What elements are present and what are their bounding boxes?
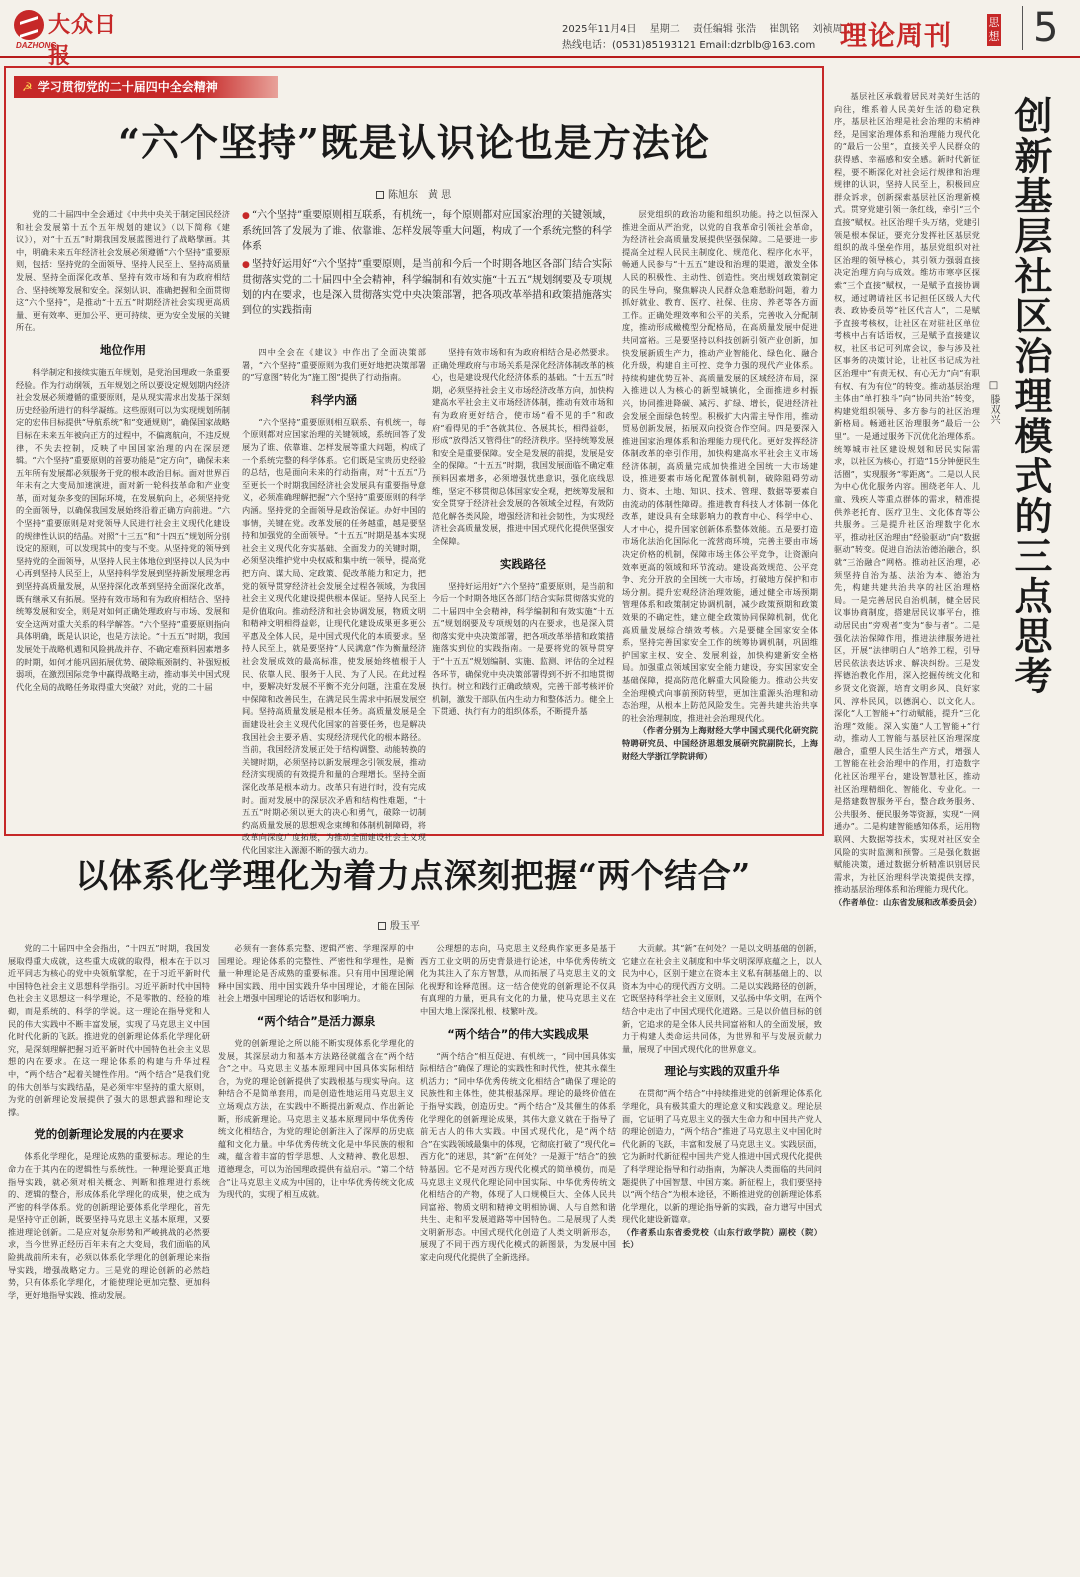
article2-column-1 [8,942,210,1570]
series-banner-label: 学习贯彻党的二十届四中全会精神 [37,80,218,94]
bullet-dot-icon: ● [242,211,250,221]
author-note: （作者单位：山东省发展和改革委员会） [834,897,982,907]
pull-quote [242,257,614,318]
paragraph: 四中全会在《建议》中作出了全面决策部署，“六个坚持”重要原则为我们更好地把决策部署的“写意图”转化为“施工图”提供了行动指南。 [242,347,426,383]
paragraph: 层党组织的政治功能和组织功能。持之以恒深入推进全面从严治党，以党的自我革命引领社会革命，为经济社会高质量发展提供坚强保障。二是要进一步提高全过程人民民主制度化、规范化、程序化水平，畅通人民参与“十五五”建设和治理的渠道，激发全体人民的积极性、主动性、创造性。突出规划政策制定的民生导向，聚焦解决人民群众急难愁盼问题，着力抓好就业、教育、医疗、社保、住房、养老等各方面工作。正确处理效率和公平的关系，完善收入分配制度，推动形成橄榄型分配格局，在高质量发展中促进共同富裕。三是要坚持以科技创新引领产业创新，加快发展新质生产力，推动产业智能化、绿色化、融合化升级，构建自主可控、竞争力强的现代产业体系。持续构建优势互补、高质量发展的区域经济布局，深入推进以人为核心的新型城镇化，全面推进乡村振兴，协同推进降碳、减污、扩绿、增长，促进经济社会发展全面绿色转型。积极扩大内需主导作用，推动贸易创新发展，拓展双向投资合作空间。四是要深入推进国家治理体系和治理能力现代化。更好发挥经济体制改革的牵引作用，加快构建高水平社会主义市场经济体制，高质量完成加快推进全国统一大市场建设，推进要素市场化配置体制机制，破除阻碍劳动力、资本、土地、知识、技术、管理、数据等要素自由流动的体制性障碍。推进教育科技人才体制一体化改革，建设具有全球影响力的教育中心、科学中心、人才中心，提升国家创新体系整体效能。五是要打造市场化法治化国际化一流营商环境，完善主要由市场决定价格的机制，保障市场主体公平竞争，让资源向效率更高的领域和环节流动。建设高效规范、公平竞争、充分开放的全国统一大市场，打破地方保护和市场分割。提升宏观经济治理效能，通过健全市场预期管理体系和政策制定协调机制，减少政策预期和政策效果的不确定性，建立健全政策协同保障机制，优化高质量发展综合绩效考核。六是要健全国家安全体系，坚持完善国家安全工作的统筹协调机制，巩固维护国家主权、安全、发展利益，加快构建新安全格局。加强重点领域国家安全能力建设，夯实国家安全基础保障，提高防范化解重大风险能力。推动公共安全治理模式向事前预防转型，更加注重源头治理和动态治理，从根本上防范风险发生。完善共建共治共享的社会治理制度，推进社会治理现代化。 [622,209,818,723]
subheading-science: 科学内涵 [311,392,357,407]
issue-info [562,20,852,35]
paragraph: “六个坚持”重要原则相互联系、有机统一，每个原则都对应国家治理的关键领域，系统回答了发展为了谁、依靠谁、怎样发展等重大问题，构成了一个系统完整的科学体系。它们既是宝贵历史经验的总结，也是面向未来的行动指南，对“十五五”乃至更长一个时期我国经济社会发展具有重要指导意义，必须准确理解把握“六个坚持”重要原则的科学内涵。坚持党的全面领导是政治保证。办好中国的事情，关键在党。改革发展的任务越重，越是要坚持和加强党的全面领导。“十五五”时期是基本实现社会主义现代化夯实基础、全面发力的关键时期，必须坚决维护党中央权威和集中统一领导，提高党把方向、谋大局、定政策、促改革能力和定力，把党的领导贯穿经济社会发展全过程各领域，为我国社会主义现代化建设提供根本保证。坚持人民至上是价值取向。推动经济和社会协调发展，物质文明和精神文明相得益彰，让现代化建设成果更多更公平惠及全体人民，是中国式现代化的本质要求。坚持人民至上，就是要坚持“人民满意”作为衡量经济社会发展成效的最高标准，使发展始终植根于人民、依靠人民、服务于人民、为了人民。在此过程中，要解决好发展不平衡不充分问题，注重在发展中保障和改善民生，在满足民生需求中拓展发展空间。坚持高质量发展是根本任务。高质量发展是全面建设社会主义现代化国家的首要任务，也是解决我国社会主要矛盾、实现经济现代化的根本路径。当前，我国经济发展正处于结构调整、动能转换的关键时期，必须坚持以新发展理念引领发展，推动经济实现质的有效提升和量的合理增长。坚持全面深化改革是根本动力。改革只有进行时，没有完成时。面对发展中的深层次矛盾和结构性难题，“十五五”时期必须以更大的决心和勇气，破除一切制约高质量发展的思想观念束缚和体制机制障碍，将改革向深度广度拓展，为推动全面建设社会主义现代化国家注入源源不断的强大动力。 [242,416,426,855]
logo-flag-icon [14,10,44,40]
paragraph: 科学制定和接续实施五年规划，是党治国理政一条重要经验。作为行动纲领，五年规划之所以要设定规划期内经济社会发展必须遵循的重要原则，是从现实需求出发基于深刻历史经验所进行的科学凝练。这些原则可以为实现规划所制定的宏伟目标提供“导航系统”和“变通规则”，确保国家战略目标在未来五年被向正方的过程中，不偏离航向，不违反规律，不失去控制，反映了中国国家治理的内在深层逻辑。“六个坚持”重要原则的首要功能是“定方向”，确保未来五年所有发展都必须服务于党的根本政治目标。面对世界百年未有之大变局加速演进，面对新一轮科技革命和产业变革，面对复杂多变的国际环境，在发展航向上，必须坚持党的全面领导，以确保我国发展始终沿着正确方向前进。“六个坚持”重要原则是对党领导人民进行社会主义现代化建设的规律性认识的结晶。对照“十三五”和“十四五”规划所分别设定的原则，可以发现其中的变与不变。从坚持党的领导到坚持党的全面领导，从坚持人民主体地位到坚持以人民为中心再到坚持人民至上，从坚持科学发展到坚持新发展理念再到坚持高质量发展，从坚持深化改革到坚持全面深化改革，既有继承又有拓展。坚持有效市场和有为政府相结合、坚持统筹发展和安全，则是对如何正确处理政府与市场、发展和安全这两对重大关系的科学解答。“六个坚持”重要原则指向具体明确，既是认识论，也是方法论。“十五五”时期，我国发展处于战略机遇和风险挑战并存、不确定难预料因素增多的时期，如何才能巩固拓展优势、破除瓶颈制约、补强短板弱项，在激烈国际竞争中赢得战略主动，推动事关中国式现代化全局的战略任务取得重大突破？对此，党的二十届 [16,366,230,692]
subheading-practice: 实践路径 [500,556,546,571]
pull-quotes [242,208,614,321]
article-two-integrations-title: 以体系化学理化为着力点深刻把握“两个结合” [75,856,751,895]
article-byline [376,186,451,201]
byline-square-icon: □ [988,380,999,395]
pull-quote-text: “六个坚持”重要原则相互联系，有机统一，每个原则都对应国家治理的关键领域，系统回答了发展为了谁、依靠谁、怎样发展等重大问题，构成了一个系统完整的科学体系 [242,210,613,252]
author-note: （作者系山东省委党校（山东行政学院）副校（院）长） [622,1226,822,1250]
article-six-adherences [4,66,824,855]
subheading: 理论与实践的双重升华 [664,1064,780,1079]
subheading: 党的创新理论发展的内在要求 [34,1127,184,1142]
issue-date: 2025年11月4日 [562,24,637,35]
paragraph: 党的二十届四中全会指出，“十四五”时期，我国发展取得重大成就，这些重大成就的取得，根本在于以习近平同志为核心的党中央领航掌舵，在于习近平新时代中国特色社会主义思想科学指引。习近平新时代中国特色社会主义思想这一科学理论，不是零散的、经验的堆砌，而是系统的、科学的学说。这一理论在指导党和人民的伟大实践中不断丰富发展，实现了马克思主义中国化时代化新的飞跃。推进党的创新理论体系化学理化研究，是深刻理解把握习近平新时代中国特色社会主义思想的内在要求。在这一理论体系的构建与升华过程中，“两个结合”起着关键性作用。“两个结合”是我们党的伟大创举与实践结晶，是必须牢牢坚持的重大原则，为党的创新理论发展提供了强大的思想武器和理论支撑。 [8,943,210,1117]
series-banner [14,76,278,98]
byline-square-icon [378,922,386,930]
masthead [0,0,1080,69]
editor-2: 崔凯铭 [769,24,800,35]
section-title: 理论周刊 [840,21,952,52]
pull-quote-text: 坚持好运用好“六个坚持”重要原则，是当前和今后一个时期各地区各部门结合实际贯彻落实党的二十届四中全会精神，科学编制和有效实施“十五五”规划纲要及专项规划的内在要求，也是深入贯彻落实党中央决策部署，把各项改革举措和政策措施落实到位的实践指南 [242,259,613,316]
paragraph: 体系化学理化，是理论成熟的重要标志。理论的生命力在于其内在的逻辑性与系统性。一种理论要真正地指导实践，就必须对相关概念、判断和推理进行系统的、逻辑的整合，形成体系化学理化的成果，使之成为严密的科学体系。党的创新理论要体系化学理化，首先是坚持守正创新，既要坚持马克思主义基本原理，又要推进理论创新。二是应对复杂形势和严峻挑战的必然要求，当今世界正经历百年未有之大变局，我们面临的风险挑战前所未有，必须以体系化学理化的创新理论来指导实践，增强战略定力。三是党的理论创新的必然趋势，只有体系化学理化，才能使理论更加完整、更加科学，更好地指导实践、推动发展。 [8,1151,210,1300]
byline-square-icon [376,191,384,199]
byline-authors: 陈旭东 黄 思 [388,190,452,201]
paragraph: 基层社区承载着居民对美好生活的向往，维系着人民美好生活的稳定秩序，基层社区治理是社会治理的末梢神经，是国家治理体系和治理能力现代化的“最后一公里”，直接关乎人民群众的获得感、幸福感和安全感。新时代新征程，要不断深化对社会运行规律和治理规律的认识，坚持人民至上，积极回应群众诉求，创新探索基层社区治理新模式。贯穿党建引领一条红线，牵引“三个直接”赋权。社区治理千头万绪，党建引领是根本保证，要充分发挥社区基层党组织的战斗堡垒作用，基层党组织对社区治理的领导核心，其引领力强弱直接决定治理方向与成效。维坊市寒亭区探索“三个直接”赋权，一是赋予直接协调权，通过聘请社区书记担任区级人大代表、政协委员等“社区代言人”，二是赋予直接考核权，让社区在对驻社区单位考核中占有话语权，三是赋予直接建议权，社区书记可列席会议，参与涉及社区事务的决策讨论，让社区书记成为社区治理中“有责无权、有心无力”向“有职有权、有为有位”的转变。推动基层治理主体由“单打独斗”向“协同共治”转变，构建党组织领导、多方参与的社区治理新格局。畅通社区治理服务“最后一公里”。一是通过服务下沉优化治理体系。统筹城市社区建设规划和居民实际需求，以社区为核心，打造“15分钟便民生活圈”，实现服务“零距离”。二是以人民为中心优化服务内容。围绕老年人、儿童、残疾人等重点群体的需求，精准提供养老托育、医疗卫生、文化体育等公共服务。三是提升社区治理数字化水平，推动社区治理由“经验驱动”向“数据驱动”转变。促进自治法治德治融合，织就“三治融合”网格。推动社区治理，必须坚持自治为基、法治为本、德治为先，构建共建共治共享的社区治理格局。一是完善居民自治机制，健全居民议事协商制度，搭建居民议事平台，推动居民由“旁观者”变为“参与者”。二是强化法治保障作用，推进法律服务进社区，开展“法律明白人”培养工程，引导居民依法表达诉求、解决纠纷。三是发挥德治教化作用，深入挖掘传统文化和乡贤文化资源，培育文明乡风、良好家风、淳朴民风，以德润心、以文化人。深化“人工智能+”行动赋能，提升“三化治理”效能。深入实施“人工智能+”行动，推动人工智能与基层社区治理深度融合，重塑人民生活生产方式，增强人工智能在社会治理中的作用，打造数字化社区治理平台，建设智慧社区，推动社区治理精细化、智能化、专业化。一是搭建数智服务平台，整合政务服务、公共服务、便民服务等资源，实现“一网通办”。二是构建智能感知体系，运用物联网、大数据等技术，实现对社区安全风险的实时监测和预警。三是强化数据赋能决策，通过数据分析精准识别居民需求，为社区治理科学决策提供支撑，推动基层治理体系和治理能力现代化。 [834,91,980,895]
byline-authors: 滕双兴 [988,394,999,425]
article-two-integrations-byline [378,917,420,932]
bullet-dot-icon: ● [242,260,250,270]
paragraph: 在贯彻“两个结合”中持续推进党的创新理论体系化学理化，具有极其重大的理论意义和实践意义。理论层面，它证明了马克思主义的强大生命力和中国共产党人的理论创造力，“两个结合”推进了马克思主义中国化时代化新的飞跃，丰富和发展了马克思主义。实践层面，它为新时代新征程中国共产党人推进中国式现代化提供了科学理论指导和行动指南，为解决人类面临的共同问题提供了中国智慧、中国方案。新征程上，我们要坚持以“两个结合”为根本途径，不断推进党的创新理论体系化学理化，以新的理论指导新的实践，奋力谱写中国式现代化建设新篇章。 [622,1088,822,1225]
author-note: （作者分别为上海财经大学中国式现代化研究院特聘研究员、中国经济思想发展研究院副院长，上海财经大学浙江学院讲师） [622,725,818,761]
paragraph: 党的创新理论之所以能不断实现体系化学理化的发展，其深层动力和基本方法路径就蕴含在“两个结合”之中。马克思主义基本原理同中国具体实际相结合，为党的理论创新提供了实践根基与现实导向。这种结合不是简单套用，而是创造性地运用马克思主义立场观点方法，在实践中不断提出新观点、作出新论断，形成新理论。马克思主义基本原理同中华优秀传统文化相结合，为党的理论创新注入了深厚的历史底蕴和文化力量。中华优秀传统文化是中华民族的根和魂，蕴含着丰富的哲学思想、人文精神、教化思想、道德理念，可以为治国理政提供有益启示。“第二个结合”让马克思主义成为中国的，让中华优秀传统文化成为现代的，实现了相互成就。 [218,1037,414,1200]
paragraph: 大贡献。其“新”在何处？一是以文明基础的创新，它建立在社会主义制度和中华文明深厚底蕴之上，以人民为中心，区别于建立在资本主义私有制基础上的、以资本为中心的现代西方文明。二是以实践路径的创新，它既坚持科学社会主义原则，又弘扬中华文明，在两个结合中走出了中国式现代化道路。三是以价值目标的创新，它追求的是全体人民共同富裕和人的全面发展，致力于构建人类命运共同体，为世界和平与发展贡献力量，展现了中国式现代化的世界意义。 [622,943,822,1054]
article-column-4 [622,208,818,832]
article-column-2 [242,346,426,855]
section-subtitle: 思想 [987,14,1001,46]
article2-column-2 [218,942,414,1570]
article-community-governance-byline [986,380,1001,424]
page-number: 5 [1022,6,1058,50]
subheading-position: 地位作用 [100,342,146,357]
article-community-governance-body [834,90,980,1568]
article-community-governance-title: 创新基层社区治理模式的三点思考 [1008,96,1053,696]
paragraph: 坚持好运用好“六个坚持”重要原则，是当前和今后一个时期各地区各部门结合实际贯彻落实党的二十届四中全会精神，科学编制和有效实施“十五五”规划纲要及专项规划的内在要求，也是深入贯彻落实党中央决策部署，把各项改革举措和政策措施落实到位的实践指南。一是要将党的领导贯穿于“十五五”规划编制、实施、监测、评估的全过程各环节，确保党中央决策部署得到不折不扣地贯彻执行。树立和践行正确政绩观，完善干部考核评价机制，激发干部队伍内生动力和整体活力。健全上下贯通、执行有力的组织体系，不断提升基 [432,580,614,717]
party-emblem-icon: ☭ [22,80,33,94]
paragraph: “两个结合”相互促进、有机统一，“同中国具体实际相结合”确保了理论的实践性和时代性，使其永葆生机活力；“同中华优秀传统文化相结合”确保了理论的民族性和主体性，使其根基深厚。理论的最终价值在于指导实践，创造历史。“两个结合”及其催生的体系化学理化的创新理论成果，其伟大意义就在于指导了前无古人的伟大实践。中国式现代化，是“两个结合”在实践领域最集中的体现，它彻底打破了“现代化=西方化”的迷思，其“新”在何处？一是源于“结合”的独特基因。它不是对西方现代化模式的简单模仿，而是马克思主义现代化理论同中国实际、中华优秀传统文化相结合的产物，体现了人口规模巨大、全体人民共同富裕、物质文明和精神文明相协调、人与自然和谐共生、走和平发展道路等中国特色。二是展现了人类文明新形态。中国式现代化创造了人类文明新形态，展现了不同于西方现代化模式的新图景，为发展中国家走向现代化提供了全新选择。 [420,1050,616,1263]
pull-quote [242,208,614,254]
paragraph: 必须有一套体系完整、逻辑严密、学理深厚的中国理论。理论体系的完整性、严密性和学理性，是衡量一种理论是否成熟的重要标准。只有用中国理论阐释中国实践、用中国实践升华中国理论，才能在国际社会上增强中国理论的话语权和影响力。 [218,943,414,1004]
paragraph: 公理想的志向，马克思主义经典作家更多是基于西方工业文明的历史背景进行论述，中华优秀传统文化为其注入了东方智慧，从而拓展了马克思主义的文化视野和诠释范围。这一结合使党的创新理论不仅具有真理的力量，更具有文化的力量，使马克思主义在中国大地上深深扎根、枝繁叶茂。 [420,943,616,1016]
newspaper-logo [14,8,124,69]
editor-in-charge: 责任编辑 张浩 [692,24,757,35]
article-column-1 [16,208,230,828]
article2-column-3 [420,942,616,1570]
issue-weekday: 星期二 [649,24,680,35]
paper-name-en: DAZHONG [16,41,57,50]
hotline: 热线电话：(0531)85193121 Email:dzrblb@163.com [562,40,816,51]
byline-authors: 殷玉平 [390,921,420,932]
article-title: “六个坚持”既是认识论也是方法论 [118,120,710,165]
paper-name: 大众日报 [48,12,118,69]
paragraph: 党的二十届四中全会通过《中共中央关于制定国民经济和社会发展第十五个五年规划的建议》（以下简称《建议》），对“十五五”时期我国发展蓝图进行了战略擘画。其中，明确未来五年经济社会发展必须遵循“六个坚持”重要原则，包括：坚持党的全面领导、坚持人民至上、坚持高质量发展、坚持全面深化改革、坚持有效市场和有为政府相结合、坚持统筹发展和安全。深刻认识、准确把握和全面贯彻这“六个坚持”，是推动“十五五”时期经济社会实现更高质量、更有效率、更加公平、更可持续、更为安全发展的关键所在。 [16,209,230,333]
article2-column-4 [622,942,822,1570]
subheading: “两个结合”是活力源泉 [256,1013,376,1028]
article-column-3 [432,346,614,832]
editor-3: 刘祯周 [812,24,843,35]
paragraph: 坚持有效市场和有为政府相结合是必然要求。正确处理政府与市场关系是深化经济体制改革的核心，也是建设现代化经济体系的基础。“十五五”时期，必须坚持社会主义市场经济改革方向，加快构建高水平社会主义市场经济体制，推动有效市场和有为政府更好结合，使市场“看不见的手”和政府“看得见的手”各就其位、各展其长，相得益彰，形成“放得活又管得住”的经济秩序。坚持统筹发展和安全是重要保障。安全是发展的前提，发展是安全的保障。“十五五”时期，我国发展面临不确定难预料因素增多，必须增强忧患意识，强化底线思维，坚定不移贯彻总体国家安全观，把统筹发展和安全贯穿于经济社会发展的各领域全过程，有效防范化解各类风险，增强经济和社会韧性，为实现经济社会高质量发展，推进中国式现代化提供坚强安全保障。 [432,347,614,546]
subheading: “两个结合”的伟大实践成果 [447,1026,589,1041]
